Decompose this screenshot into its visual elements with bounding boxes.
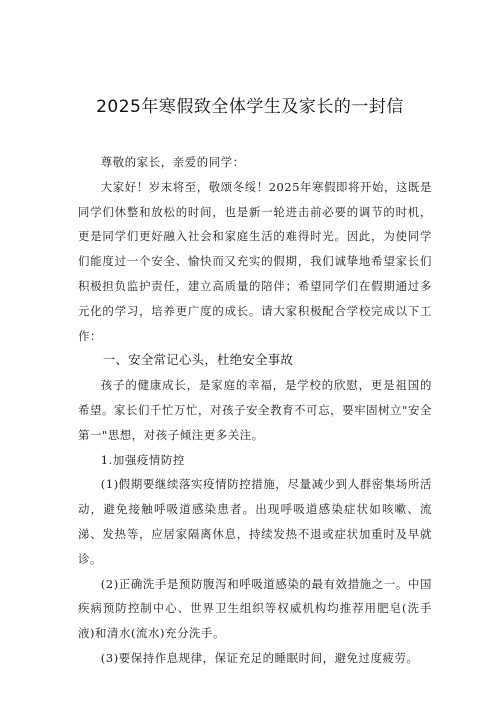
section-1-paragraph: 孩子的健康成长，是家庭的幸福，是学校的欣慰，更是祖国的希望。家长们千忙万忙，对孩子安全教育不可忘，要牢固树立"安全第一"思想，对孩子倾注更多关注。 [78, 378, 432, 442]
section-heading-1: 一、安全常记心头，杜绝安全事故 [102, 352, 294, 368]
document-body [78, 150, 432, 671]
subsection-heading-1: 1.加强疫情防控 [100, 452, 185, 467]
list-item: (2)正确洗手是预防腹泻和呼吸道感染的最有效措施之一。中国疾病预防控制中心、世界卫生组织等权威机构均推荐用肥皂(洗手液)和清水(流水)充分洗手。 [78, 576, 432, 641]
list-item: (3)要保持作息规律，保证充足的睡眠时间，避免过度疲劳。 [100, 650, 419, 665]
list-item: (1)假期要继续落实疫情防控措施，尽量减少到人群密集场所活动，避免接触呼吸道感染患者。出现呼吸道感染症状如咳嗽、流涕、发热等，应居家隔离休息，持续发热不退或症状加重时及早就诊。 [78, 477, 432, 566]
document-title: 2025年寒假致全体学生及家长的一封信 [96, 97, 404, 117]
intro-paragraph: 大家好！岁末将至，敬颂冬绥！2025年寒假即将开始，这既是同学们休整和放松的时间，也是新一轮进击前必要的调节的时机，更是同学们更好融入社会和家庭生活的难得时光。因此，为使同学们能度过一个安全、愉快而又充实的假期，我们诚挚地希望家长们积极担负监护责任，建立高质量的陪伴；希望同学们在假期通过多元化的学习，培养更广度的成长。请大家积极配合学校完成以下工作： [78, 179, 432, 343]
greeting: 尊敬的家长，亲爱的同学： [100, 155, 245, 169]
